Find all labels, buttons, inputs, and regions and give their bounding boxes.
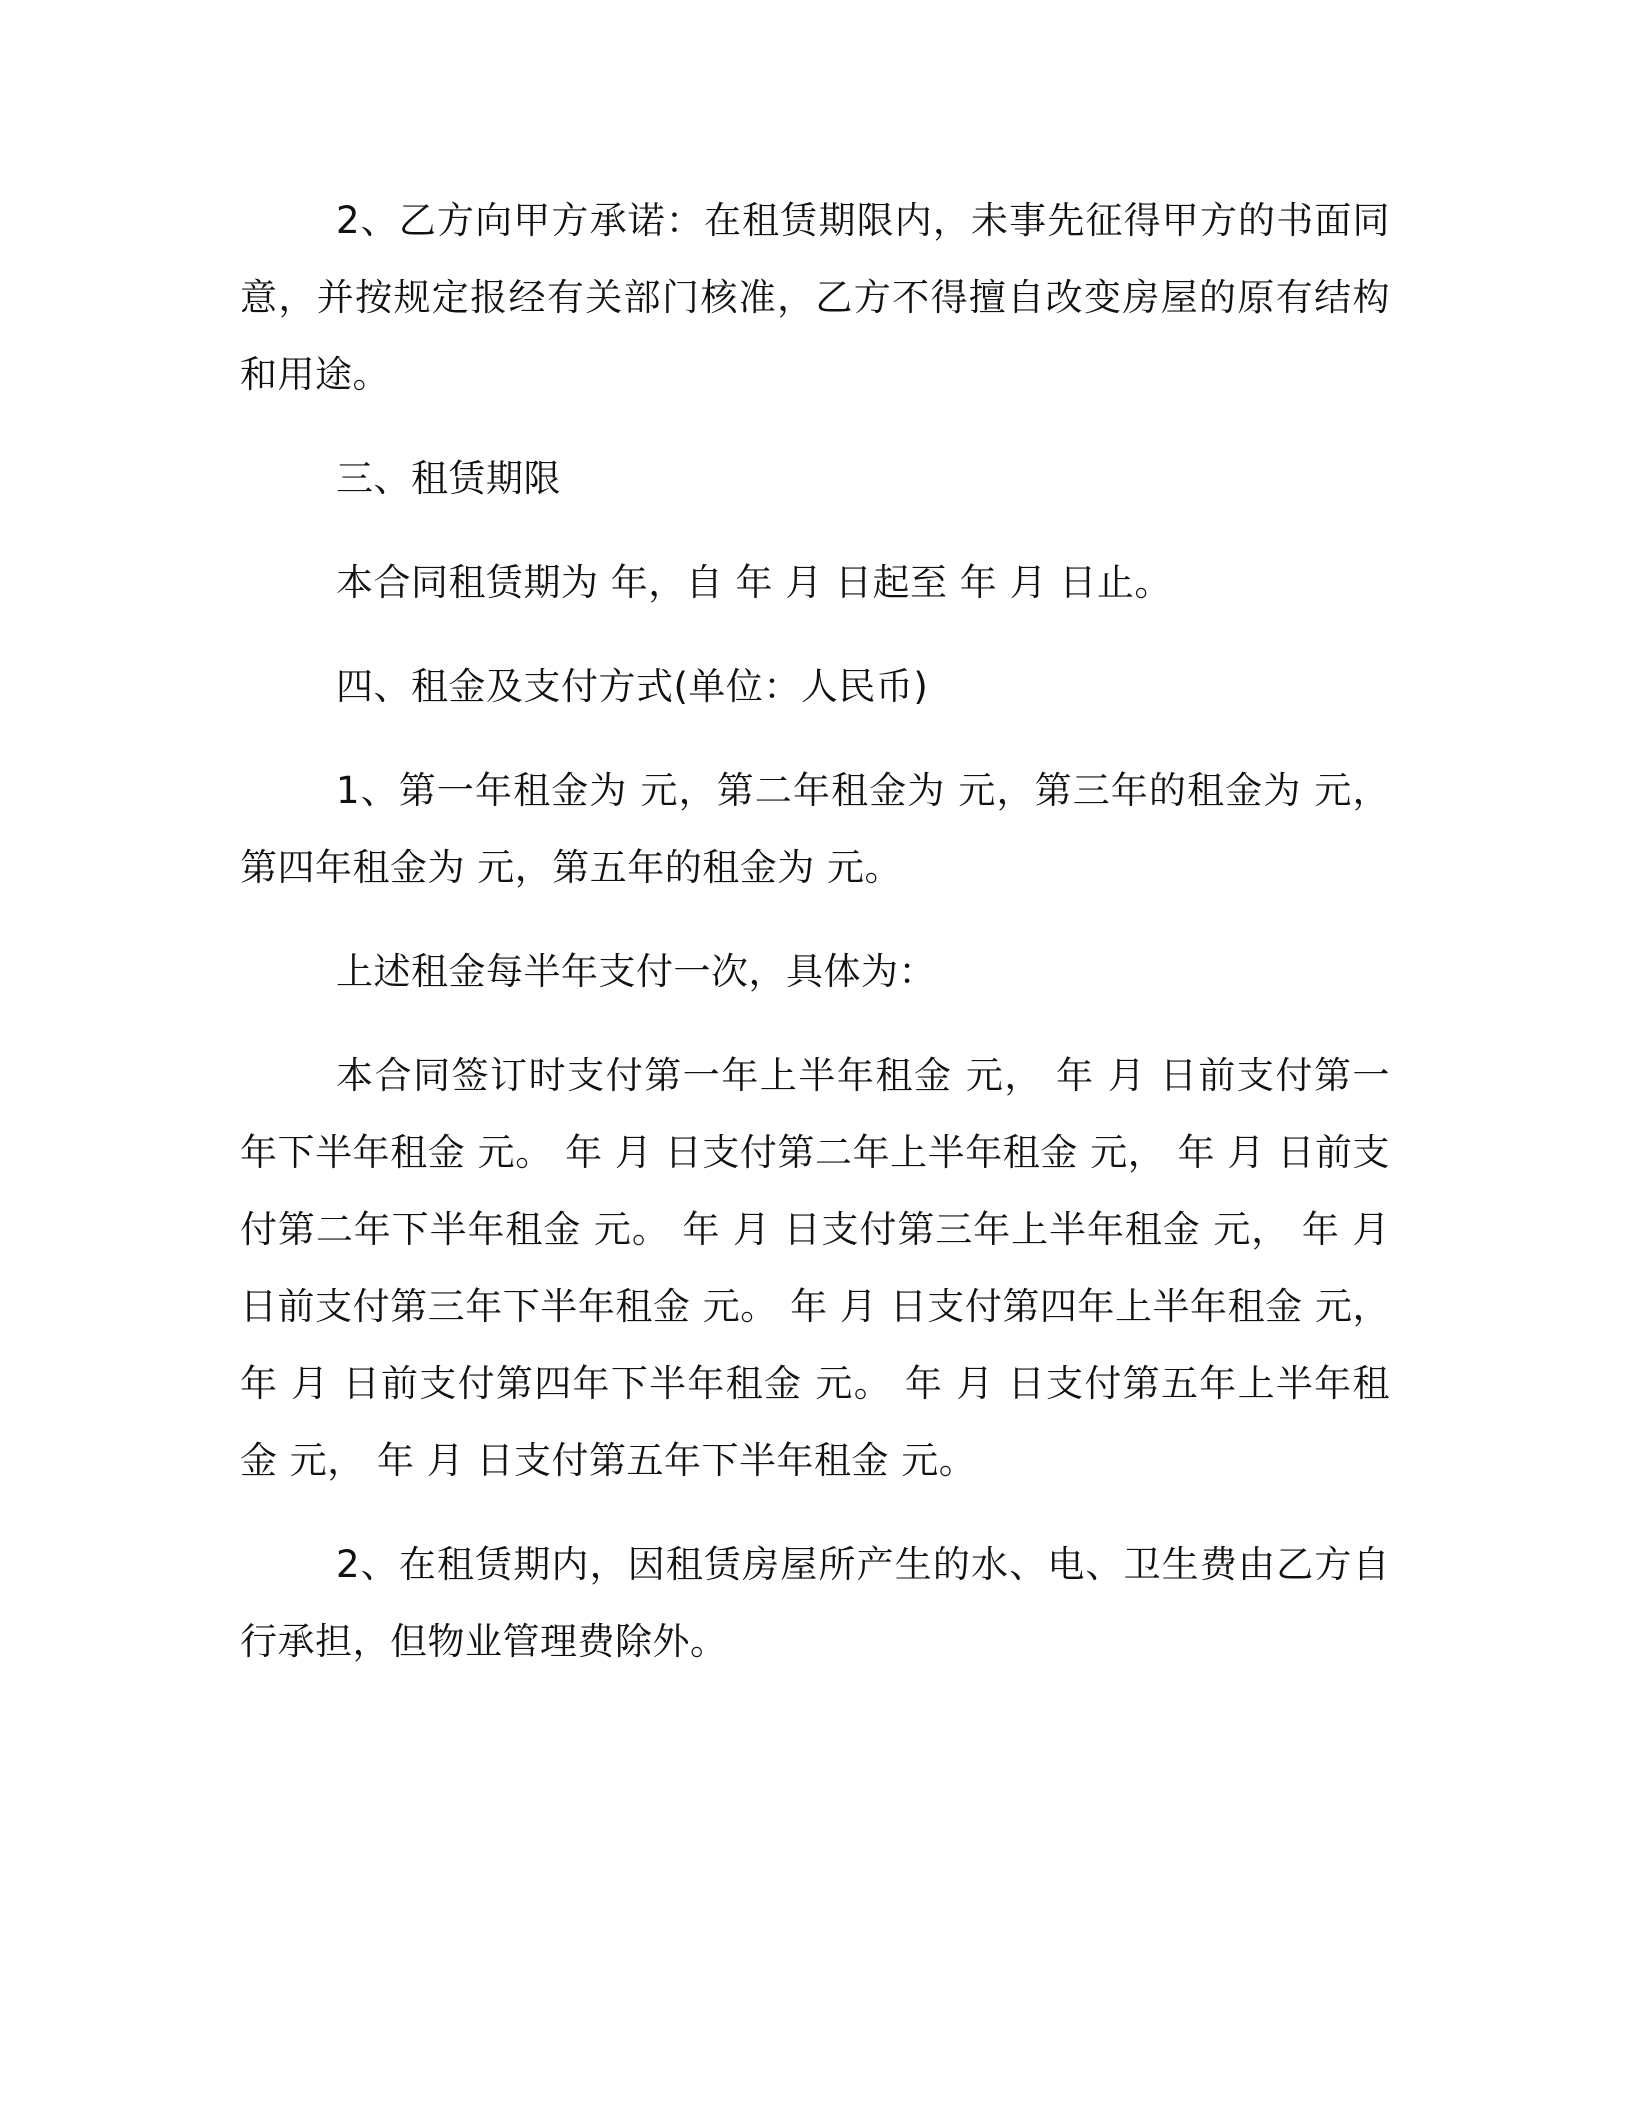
- lease-term-text: 本合同租赁期为 年，自 年 月 日起至 年 月 日止。: [336, 561, 1172, 604]
- clause-2-utilities: 2、在租赁期内，因租赁房屋所产生的水、电、卫生费由乙方自行承担，但物业管理费除外。: [240, 1543, 1390, 1663]
- section-3-heading: 三、租赁期限: [336, 457, 561, 500]
- clause-2-commitment: 2、乙方向甲方承诺：在租赁期限内，未事先征得甲方的书面同意，并按规定报经有关部门核准，乙方不得擅自改变房屋的原有结构和用途。: [240, 199, 1390, 396]
- document-body: [240, 182, 1390, 1680]
- section-4-heading: 四、租金及支付方式(单位：人民币): [336, 665, 929, 708]
- payment-schedule: 本合同签订时支付第一年上半年租金 元， 年 月 日前支付第一年下半年租金 元。 年 月 日支付第二年上半年租金 元， 年 月 日前支付第二年下半年租金 元。 年 月 日支付第三年上半年租金 元， 年 月 日前支付第三年下半年租金 元。 年 月 日支付第四年上半年租金 元， 年 月 日前支付第四年下半年租金 元。 年 月 日支付第五年上半年租金 元， 年 月 日支付第五年下半年租金 元。: [240, 1054, 1390, 1482]
- semiannual-payment-intro: 上述租金每半年支付一次，具体为：: [336, 950, 936, 993]
- clause-1-annual-rent: 1、第一年租金为 元，第二年租金为 元，第三年的租金为 元，第四年租金为 元，第五年的租金为 元。: [240, 769, 1390, 889]
